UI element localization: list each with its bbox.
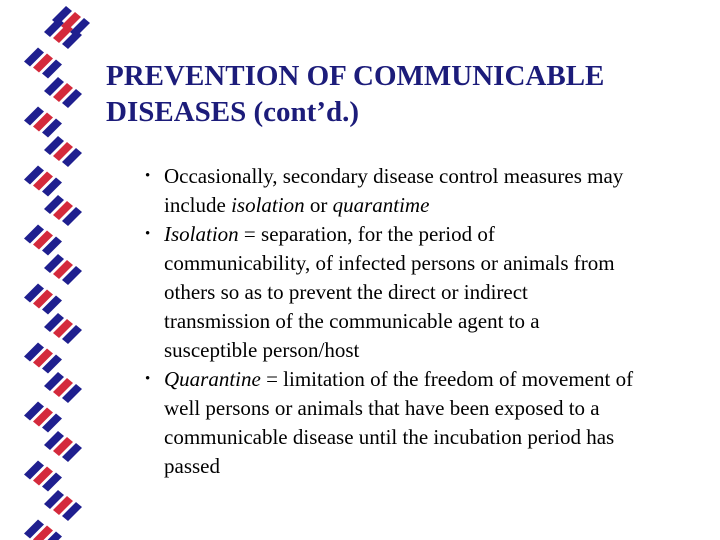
bullet-line: Quarantine = limitation of the freedom of movement of <box>164 367 634 391</box>
bullet-line: susceptible person/host <box>164 338 360 362</box>
bullet-line: passed <box>164 454 220 478</box>
title-line-1: PREVENTION OF COMMUNICABLE <box>106 60 605 92</box>
title-line-2: DISEASES (cont’d.) <box>106 96 359 128</box>
bullet-line: Occasionally, secondary disease control measures may <box>164 164 624 188</box>
bullet-list <box>145 162 710 481</box>
decorative-stripe-border <box>0 0 100 540</box>
bullet-glyph: • <box>145 168 151 184</box>
slide-title <box>106 58 706 130</box>
bullet-line: Isolation = separation, for the period of <box>164 222 495 246</box>
bullet-item-secondary-measures <box>145 162 710 220</box>
bullet-item-quarantine <box>145 365 710 481</box>
bullet-line: well persons or animals that have been exposed to a <box>164 396 600 420</box>
bullet-line: communicability, of infected persons or animals from <box>164 251 615 275</box>
bullet-line: others so as to prevent the direct or indirect <box>164 280 528 304</box>
bullet-item-isolation <box>145 220 710 365</box>
bullet-line: transmission of the communicable agent to a <box>164 309 540 333</box>
bullet-line: communicable disease until the incubation period has <box>164 425 615 449</box>
bullet-line: include isolation or quarantime <box>164 193 430 217</box>
bullet-glyph: • <box>145 226 151 242</box>
bullet-glyph: • <box>145 371 151 387</box>
